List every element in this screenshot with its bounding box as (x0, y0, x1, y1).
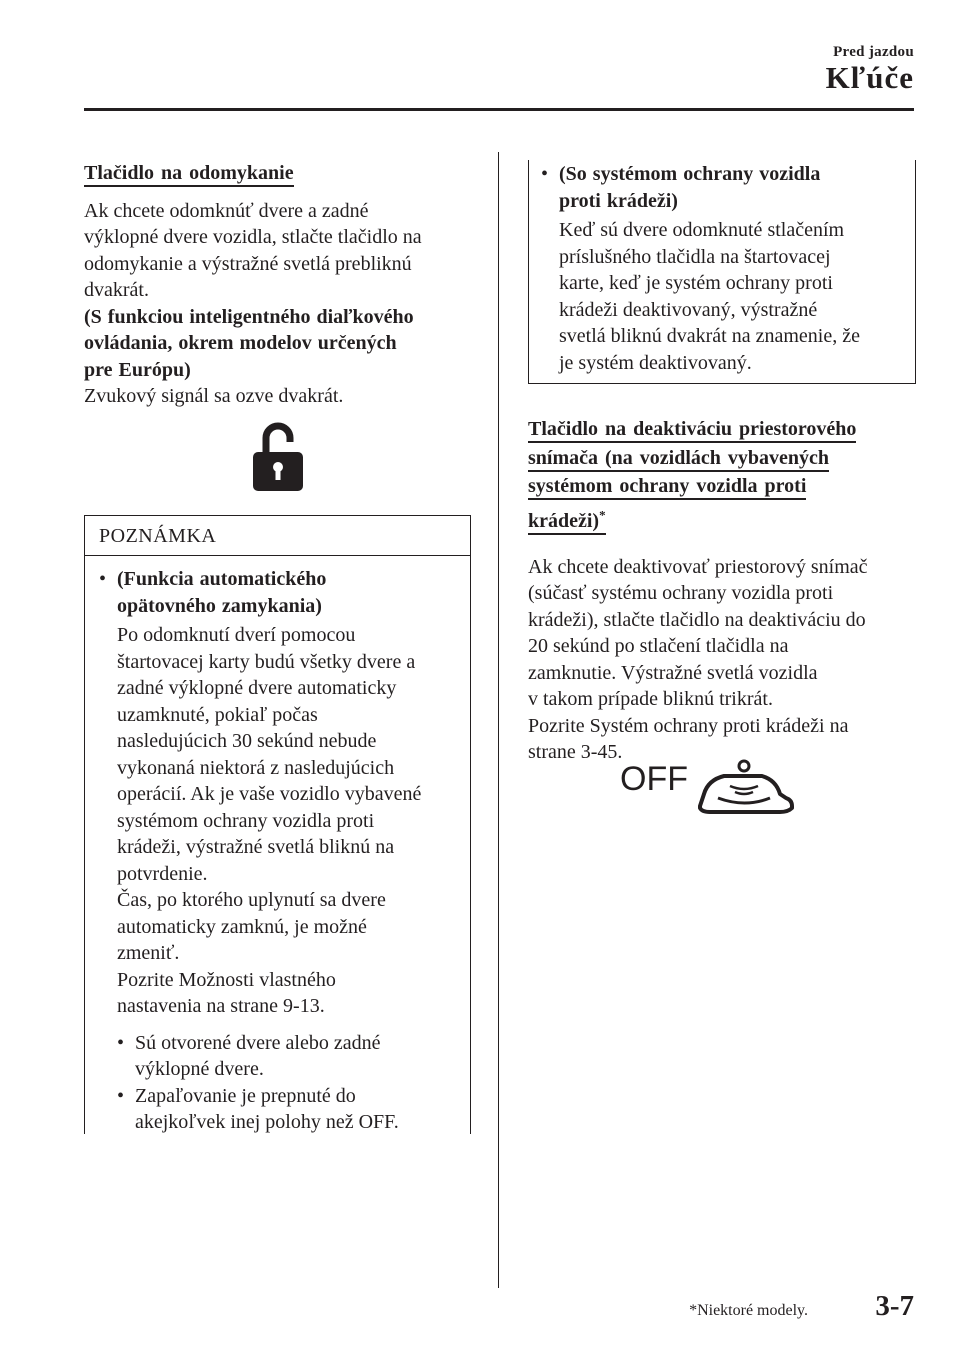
text-line: krádeži deaktivovaný, výstražné (559, 298, 818, 321)
text-line: Ak chcete odomknúť dvere a zadné (84, 199, 369, 222)
unlock-paragraph (84, 198, 470, 304)
note-bullet-title (117, 566, 460, 619)
note-bullet (99, 566, 460, 1020)
sensor-section (528, 416, 918, 766)
text-line: výklopné dvere vozidla, stlačte tlačidlo na (84, 226, 422, 248)
page-number: 3-7 (875, 1290, 914, 1322)
text-line: Keď sú dvere odomknuté stlačením (559, 219, 845, 241)
text-line: karte, keď je systém ochrany proti (559, 272, 833, 294)
text-line: je systém deaktivovaný. (559, 351, 752, 374)
text-line: výklopné dvere. (135, 1058, 264, 1080)
text-line: potvrdenie. (117, 862, 208, 885)
sensor-paragraph (528, 554, 918, 766)
header-rule (84, 108, 914, 111)
text-line: Ak chcete deaktivovať priestorový snímač (528, 555, 868, 578)
text-line: uzamknuté, pokiaľ počas (117, 703, 318, 726)
text-line: zadné výklopné dvere automaticky (117, 677, 397, 699)
text-line: nasledujúcich 30 sekúnd nebude (117, 730, 377, 752)
text-line: (So systémom ochrany vozidla (559, 163, 821, 185)
note-continuation-box (528, 160, 916, 384)
note-bullet-text (559, 217, 905, 376)
unlock-button-heading: Tlačidlo na odomykanie (84, 162, 294, 187)
text-line: zamknutie. Výstražné svetlá vozidla (528, 661, 818, 684)
smart-key-condition (84, 304, 470, 384)
bullet-dot: • (117, 1084, 125, 1107)
column-divider (498, 152, 499, 1288)
text-line: (súčasť systému ochrany vozidla proti (528, 582, 834, 605)
unlock-padlock-icon (252, 420, 304, 492)
text-line: akejkoľvek inej polohy než OFF. (135, 1111, 399, 1133)
text-line: opätovného zamykania) (117, 594, 322, 617)
heading-line (528, 507, 606, 535)
note-sub-item (99, 1030, 460, 1083)
text-line: svetlá bliknú dvakrát na znamenie, že (559, 325, 860, 347)
note-bullet (541, 161, 905, 376)
text-line: automaticky zamknú, je možné (117, 915, 367, 938)
text-line: štartovacej karty budú všetky dvere a (117, 650, 416, 673)
heading-text: krádeži) (528, 510, 600, 533)
text-line: krádeži), stlačte tlačidlo na deaktiváciu do (528, 608, 866, 631)
text-line: odomykanie a výstražné svetlá prebliknú (84, 252, 412, 275)
bullet-dot: • (541, 163, 549, 185)
page-title: Kľúče (825, 60, 914, 95)
heading-line: snímača (na vozidlách vybavených (528, 447, 829, 472)
sensor-heading (528, 416, 918, 536)
text-line: nastavenia na strane 9-13. (117, 995, 325, 1017)
section-label: Pred jazdou (833, 44, 914, 60)
note-bullet-text (117, 622, 460, 1020)
text-line: proti krádeži) (559, 189, 678, 212)
text-line: v takom prípade bliknú trikrát. (528, 688, 773, 711)
text-line: Pozrite Možnosti vlastného (117, 968, 336, 991)
beep-note: Zvukový signál sa ozve dvakrát. (84, 385, 344, 407)
text-line: dvakrát. (84, 279, 149, 301)
text-line: pre Európu) (84, 358, 191, 381)
text-line: zmeniť. (117, 942, 180, 964)
text-line: príslušného tlačidla na štartovacej (559, 245, 831, 268)
text-line: Zapaľovanie je prepnuté do (135, 1084, 356, 1107)
note-sub-item (99, 1083, 460, 1136)
note-box (84, 515, 471, 1134)
text-line: krádeži, výstražné svetlá bliknú na (117, 836, 395, 858)
text-line: strane 3-45. (528, 741, 623, 764)
text-line: 20 sekúnd po stlačení tlačidla na (528, 635, 789, 658)
heading-line: Tlačidlo na deaktiváciu priestorového (528, 418, 856, 443)
note-title: POZNÁMKA (85, 516, 470, 556)
off-icon-label: OFF (620, 760, 688, 798)
text-line: vykonaná niektorá z nasledujúcich (117, 756, 395, 779)
note-body (85, 556, 470, 1136)
text-line: ovládania, okrem modelov určených (84, 332, 397, 354)
text-line: operácií. Ak je vaše vozidlo vybavené (117, 783, 422, 805)
text-line: (S funkciou inteligentného diaľkového (84, 305, 414, 328)
footnote-mark: * (599, 507, 606, 523)
text-line: systémom ochrany vozidla proti (117, 809, 375, 832)
bullet-dot: • (99, 568, 107, 590)
text-line: (Funkcia automatického (117, 568, 327, 590)
text-line: Po odomknutí dverí pomocou (117, 624, 356, 646)
left-column (84, 160, 470, 410)
footnote: *Niektoré modely. (689, 1302, 808, 1319)
heading-line: systémom ochrany vozidla proti (528, 475, 806, 500)
text-line: Sú otvorené dvere alebo zadné (135, 1031, 381, 1054)
intrusion-sensor-off-icon (620, 758, 800, 818)
bullet-dot: • (117, 1031, 125, 1054)
text-line: Čas, po ktorého uplynutí sa dvere (117, 889, 386, 911)
note-bullet-title (559, 161, 905, 214)
text-line: Pozrite Systém ochrany proti krádeži na (528, 714, 849, 737)
